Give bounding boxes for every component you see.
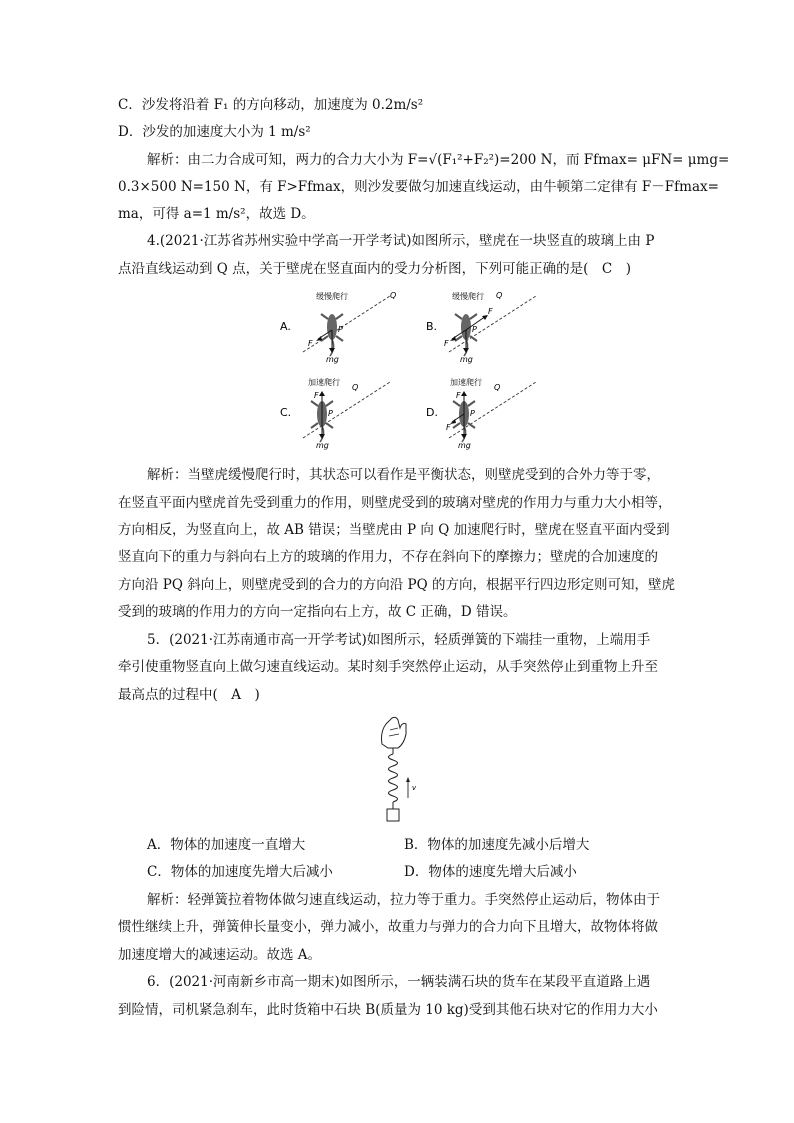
gravity-label: mg: [316, 441, 329, 450]
q5-option-b: B．物体的加速度先减小后增大: [404, 837, 590, 853]
q6-stem-line: 到险情，司机紧急刹车，此时货箱中石块 B(质量为 10 kg)受到其他石块对它的作用力大小: [118, 1002, 658, 1018]
q3-option-d: D．沙发的加速度大小为 1 m/s²: [118, 124, 311, 140]
option-letter: D.: [426, 406, 438, 419]
option-letter: C.: [280, 406, 292, 419]
q5-solution-line: 惯性继续上升，弹簧伸长量变小，弹力减小，故重力与弹力的合力向下且增大，故物体将做: [118, 919, 658, 935]
velocity-label: v: [412, 784, 417, 792]
option-letter: A.: [280, 320, 291, 333]
q5-stem-line: 牵引使重物竖直向上做匀速直线运动。某时刻手突然停止运动，从手突然停止到重物上升至: [118, 659, 658, 675]
q4-solution-line: 方向相反，为竖直向上，故 AB 错误；当壁虎由 P 向 Q 加速爬行时，壁虎在竖直平面内受到: [118, 522, 670, 538]
point-q-label: Q: [352, 383, 359, 392]
q3-solution-line: 0.3×500 N=150 N，有 F>Ffmax，则沙发要做匀加速直线运动，由牛顿第二定律有 F－Ffmax=: [118, 179, 719, 195]
q4-solution-line: 解析：当壁虎缓慢爬行时，其状态可以看作是平衡状态，则壁虎受到的合外力等于零，: [147, 467, 660, 483]
point-q-label: Q: [390, 291, 397, 300]
force-label-upper: F: [488, 307, 493, 316]
gecko-force-diagram: [424, 286, 554, 366]
gecko-force-diagram: [278, 372, 408, 452]
hand-icon: [382, 717, 407, 748]
figure-caption: 加速爬行: [308, 378, 340, 387]
force-label: F: [446, 423, 451, 432]
q4-solution-line: 竖直向下的重力与斜向右上方的玻璃的作用力，不存在斜向下的摩擦力；壁虎的合加速度的: [118, 549, 658, 565]
point-p-label: P: [470, 409, 475, 418]
gecko-force-diagram: [424, 372, 554, 452]
q4-figure-a: [278, 286, 408, 370]
force-label: F: [444, 339, 449, 348]
point-p-label: P: [338, 325, 343, 334]
gravity-label: mg: [326, 355, 339, 364]
spring-diagram: [372, 714, 432, 826]
q4-stem-line: 点沿直线运动到 Q 点，关于壁虎在竖直面内的受力分析图，下列可能正确的是( C ): [118, 261, 632, 277]
point-q-label: Q: [496, 291, 503, 300]
q4-figure-b: [424, 286, 554, 370]
q4-solution-line: 方向沿 PQ 斜向上，则壁虎受到的合力的方向沿 PQ 的方向，根据平行四边形定则可知，壁虎: [118, 577, 675, 593]
force-label: F: [314, 391, 319, 400]
q5-spring-figure: [372, 714, 432, 830]
q3-solution-line: 解析：由二力合成可知，两力的合力大小为 F=√(F₁²+F₂²)=200 N，而 Ffmax= μFN= μmg=: [147, 152, 730, 168]
point-p-label: P: [328, 409, 333, 418]
q5-stem-line: 最高点的过程中( A ): [118, 687, 260, 703]
q6-stem-line: 6．(2021·河南新乡市高一期末)如图所示，一辆装满石块的货车在某段平直道路上遇: [147, 974, 651, 990]
figure-caption: 加速爬行: [450, 378, 482, 387]
point-p-label: P: [472, 325, 477, 334]
q4-stem-line: 4.(2021·江苏省苏州实验中学高一开学考试)如图所示，壁虎在一块竖直的玻璃上由 P: [147, 233, 655, 249]
gravity-label: mg: [458, 441, 471, 450]
q5-option-d: D．物体的速度先增大后减小: [404, 864, 577, 880]
weight-block: [387, 809, 399, 821]
gecko-force-diagram: [278, 286, 408, 366]
q5-option-c: C．物体的加速度先增大后减小: [147, 864, 333, 880]
figure-caption: 缓慢爬行: [452, 292, 484, 301]
q4-figure-d: [424, 372, 554, 456]
q5-stem-line: 5．(2021·江苏南通市高一开学考试)如图所示，轻质弹簧的下端挂一重物，上端用手: [147, 632, 651, 648]
q4-figure-c: [278, 372, 408, 456]
path-line: [303, 296, 390, 352]
q5-solution-line: 解析：轻弹簧拉着物体做匀速直线运动，拉力等于重力。手突然停止运动后，物体由于: [147, 892, 660, 908]
q4-solution-line: 在竖直平面内壁虎首先受到重力的作用，则壁虎受到的玻璃对壁虎的作用力与重力大小相等，: [118, 495, 672, 511]
figure-caption: 缓慢爬行: [316, 292, 348, 301]
spring-icon: [389, 748, 398, 809]
gravity-label: mg: [460, 355, 473, 364]
q5-option-a: A．物体的加速度一直增大: [147, 837, 306, 853]
q3-solution-line: ma，可得 a=1 m/s²，故选 D。: [118, 206, 315, 222]
option-letter: B.: [426, 320, 438, 333]
q3-option-c: C．沙发将沿着 F₁ 的方向移动，加速度为 0.2m/s²: [118, 97, 424, 113]
force-label-upper: F: [456, 391, 461, 400]
point-q-label: Q: [494, 383, 501, 392]
q5-solution-line: 加速度增大的减速运动。故选 A。: [118, 947, 322, 963]
q4-solution-line: 受到的玻璃的作用力的方向一定指向右上方，故 C 正确，D 错误。: [118, 604, 517, 620]
force-label: F: [308, 339, 313, 348]
